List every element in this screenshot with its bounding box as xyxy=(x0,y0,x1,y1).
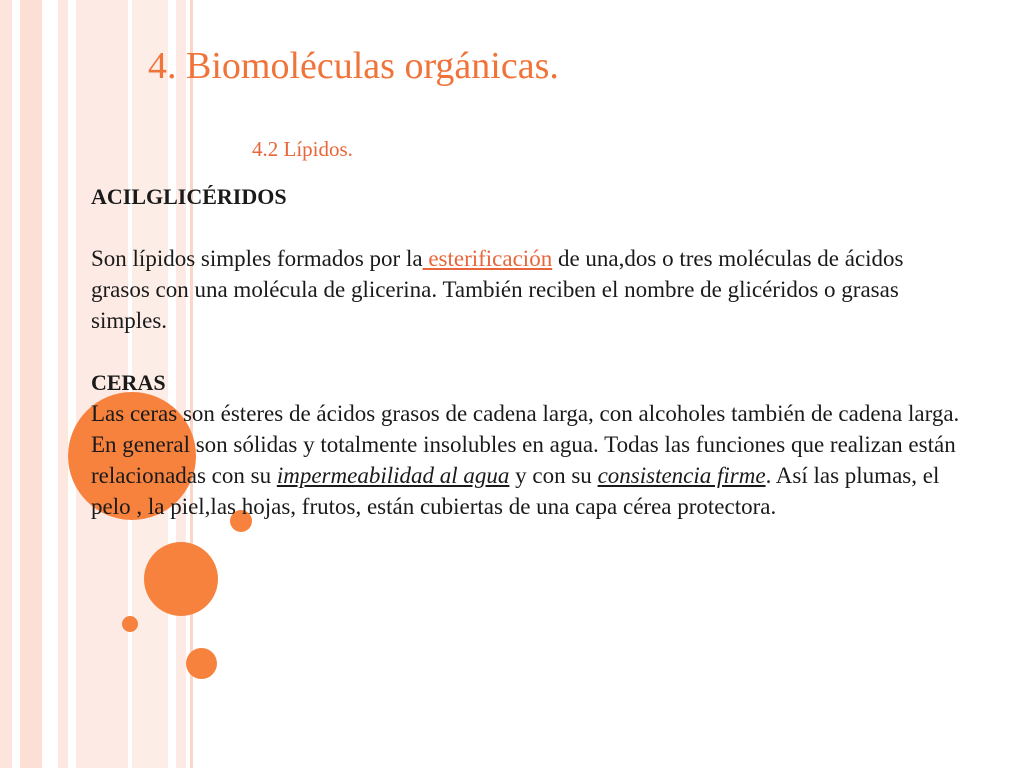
acilgliceridos-heading: ACILGLICÉRIDOS xyxy=(91,184,287,209)
ceras-paragraph xyxy=(91,398,961,522)
slide-body xyxy=(91,181,961,522)
ceras-heading: CERAS xyxy=(91,370,166,395)
spacer xyxy=(91,336,961,367)
paragraph-text: . Así las plumas, el pelo , la piel,las hojas, frutos, están cubiertas de una capa cérea protectora. xyxy=(91,463,940,519)
paragraph-text: de una,dos o tres moléculas de ácidos grasos con una molécula de glicerina. También reciben el nombre de glicéridos o grasas simples. xyxy=(91,246,904,333)
slide-title: 4. Biomoléculas orgánicas. xyxy=(148,45,559,87)
decorative-circle xyxy=(144,542,218,616)
decorative-stripe xyxy=(58,0,68,768)
slide-subtitle: 4.2 Lípidos. xyxy=(252,137,353,161)
decorative-stripe xyxy=(0,0,12,768)
decorative-circle xyxy=(122,616,138,632)
paragraph-text: Son lípidos simples formados por la xyxy=(91,246,423,271)
paragraph-text: Las ceras son ésteres de ácidos grasos de cadena larga, con alcoholes también de cadena larga. En general son sólidas y totalmente insolubles en agua. Todas las funciones que realizan están relacionadas con su xyxy=(91,401,960,488)
paragraph-text: y con su xyxy=(509,463,598,488)
spacer xyxy=(91,212,961,243)
consistencia-emphasis: consistencia firme xyxy=(597,463,766,488)
impermeabilidad-emphasis: impermeabilidad al agua xyxy=(276,463,510,488)
acilgliceridos-paragraph xyxy=(91,243,961,336)
decorative-circle xyxy=(186,648,217,679)
decorative-stripe xyxy=(20,0,42,768)
esterificacion-link[interactable]: esterificación xyxy=(422,246,553,271)
